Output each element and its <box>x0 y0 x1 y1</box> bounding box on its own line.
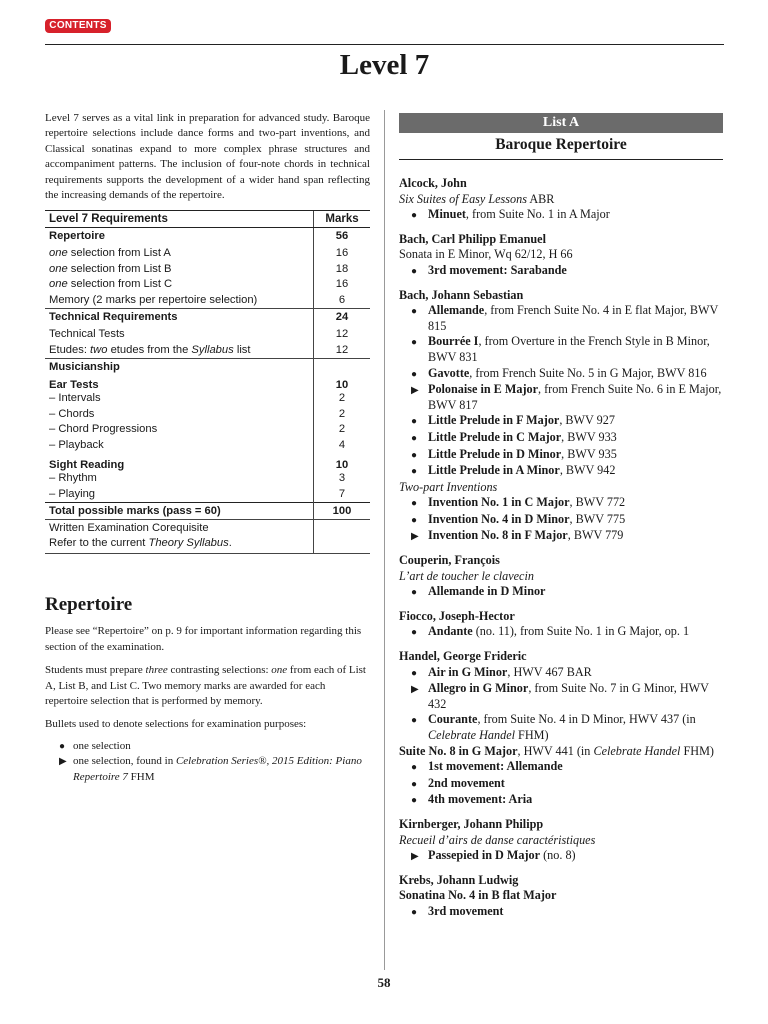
musicianship-label: Musicianship <box>49 361 120 374</box>
list-item <box>411 430 723 447</box>
item-text <box>428 776 505 793</box>
bullet-icon: ● <box>411 416 418 428</box>
sight-row-marks: 7 <box>314 487 371 503</box>
item-detail: (no. 11), from Suite No. 1 in G Major, op. 1 <box>472 624 690 639</box>
item-collection: Celebrate Handel <box>428 728 515 742</box>
bullet-icon: ● <box>411 762 418 774</box>
item-detail: , from French Suite No. 6 in E Major, BWV 817 <box>428 382 722 412</box>
sight-row-marks: 3 <box>314 471 371 487</box>
sight-row: – Playing <box>49 487 96 500</box>
technical-label: Technical Requirements <box>49 311 178 324</box>
item-text <box>428 303 723 334</box>
rep-row-b-marks: 18 <box>314 262 371 278</box>
total-marks: 100 <box>314 503 371 520</box>
rep-row-c-marks: 16 <box>314 277 371 293</box>
repertoire-p3: Bullets used to denote selections for examination purposes: <box>45 718 307 731</box>
item-detail: , from French Suite No. 4 in E flat Major, BWV 815 <box>428 303 719 333</box>
etudes-row: Etudes: two etudes from the Syllabus list <box>45 343 314 359</box>
composer-name: Couperin, François <box>399 553 500 568</box>
item-text <box>428 904 503 921</box>
item-text <box>428 366 707 383</box>
sight-reading-label: Sight Reading <box>49 459 125 472</box>
item-text <box>428 263 567 280</box>
ear-row-marks: 4 <box>314 438 371 454</box>
item-text <box>428 334 723 365</box>
item-title: Allemande <box>428 303 485 318</box>
ear-row-marks: 2 <box>314 407 371 423</box>
triangle-icon: ▶ <box>59 756 67 768</box>
work-bold: Sonatina No. 4 in B flat Major <box>399 888 557 903</box>
list-item <box>411 413 723 430</box>
list-item <box>411 528 723 545</box>
repertoire-p1: Please see “Repertoire” on p. 9 for important information regarding this section of the examination. <box>45 625 362 653</box>
ear-row: – Intervals <box>49 392 101 405</box>
list-item <box>411 792 723 809</box>
top-rule <box>45 44 724 45</box>
bullet-icon: ● <box>411 432 418 444</box>
sight-row: – Rhythm <box>49 472 97 485</box>
item-detail: , from Overture in the French Style in B Minor, BWV 831 <box>428 334 710 364</box>
technical-marks: 24 <box>314 309 371 324</box>
item-text <box>428 584 545 601</box>
rep-row-b: one selection from List B <box>49 262 172 275</box>
bullet-legend <box>59 739 370 785</box>
bullet-icon: ● <box>411 337 418 349</box>
total-label: Total possible marks (pass = 60) <box>45 503 314 520</box>
collection-line <box>399 833 723 849</box>
item-detail: , from Suite No. 4 in D Minor, HWV 437 (in <box>477 712 696 727</box>
item-text <box>428 665 592 682</box>
bullet-icon: ● <box>411 587 418 599</box>
bullet-icon: ● <box>411 715 418 727</box>
item-text <box>428 382 723 413</box>
work-rest: , HWV 441 (in <box>517 743 594 758</box>
bullet-icon: ● <box>411 306 418 318</box>
collection-suffix: ABR <box>526 191 555 206</box>
requirements-table <box>45 210 370 554</box>
bullet-icon: ● <box>411 906 418 918</box>
written-corequisite: Written Examination Corequisite Refer to the current Theory Syllabus. <box>45 520 314 554</box>
repertoire-label: Repertoire <box>49 230 105 243</box>
marks-header: Marks <box>314 211 371 228</box>
item-title: 1st movement: Allemande <box>428 759 563 774</box>
list-item <box>411 263 723 280</box>
composer-name: Handel, George Frideric <box>399 649 527 664</box>
list-item <box>411 848 723 865</box>
ear-tests-marks: 10 <box>314 377 371 391</box>
list-item <box>411 382 723 413</box>
ear-row-marks: 2 <box>314 422 371 438</box>
triangle-icon: ▶ <box>411 684 419 696</box>
item-title: Little Prelude in A Minor <box>428 463 560 478</box>
item-title: 3rd movement: Sarabande <box>428 262 567 277</box>
item-text <box>428 463 615 480</box>
list-item <box>411 334 723 365</box>
ear-tests-label: Ear Tests <box>49 379 99 392</box>
repertoire-heading: Repertoire <box>45 594 133 616</box>
memory-row: Memory (2 marks per repertoire selection) <box>45 293 314 309</box>
item-text <box>428 681 723 712</box>
ear-row: – Chord Progressions <box>49 423 158 436</box>
item-detail: , from French Suite No. 5 in G Major, BWV 816 <box>469 365 707 380</box>
list-a-subtitle: Baroque Repertoire <box>399 133 723 160</box>
collection-line <box>399 192 723 208</box>
bullet-icon: ● <box>411 210 418 222</box>
item-title: Invention No. 4 in D Minor <box>428 511 570 526</box>
item-text <box>428 848 576 865</box>
item-title: Allemande in D Minor <box>428 584 546 599</box>
bullet-icon: ● <box>411 627 418 639</box>
item-title: Passepied in D Major <box>428 848 541 863</box>
work-collection: Celebrate Handel <box>593 743 681 758</box>
composer-name: Kirnberger, Johann Philipp <box>399 816 544 831</box>
item-detail: , BWV 927 <box>559 413 615 428</box>
item-title: Little Prelude in D Minor <box>428 446 562 461</box>
etudes-marks: 12 <box>314 343 371 359</box>
item-text <box>428 792 532 809</box>
memory-row-marks: 6 <box>314 293 371 309</box>
item-title: Allegro in G Minor <box>428 681 529 696</box>
triangle-icon: ▶ <box>411 385 419 397</box>
item-text <box>428 495 625 512</box>
list-item <box>411 712 723 743</box>
item-title: Gavotte <box>428 365 470 380</box>
list-item <box>411 512 723 529</box>
list-item <box>411 584 723 601</box>
technical-tests-row: Technical Tests <box>49 328 125 341</box>
composer-name: Bach, Carl Philipp Emanuel <box>399 231 546 246</box>
list-item <box>411 463 723 480</box>
item-text <box>428 624 689 641</box>
bullet-icon: ● <box>411 514 418 526</box>
rep-row-a-marks: 16 <box>314 246 371 262</box>
work-bold: Suite No. 8 in G Major <box>399 743 518 758</box>
bullet-icon: ● <box>411 498 418 510</box>
item-detail: , from Suite No. 1 in A Major <box>465 207 610 222</box>
repertoire-marks: 56 <box>314 228 371 243</box>
repertoire-entries <box>399 176 723 921</box>
bullet-icon: ● <box>59 740 66 752</box>
item-text <box>428 413 615 430</box>
item-detail: , BWV 942 <box>559 463 616 478</box>
collection-title: Six Suites of Easy Lessons <box>399 191 527 206</box>
work-title <box>399 744 723 760</box>
bullet-icon: ● <box>411 667 418 679</box>
item-text <box>428 528 623 545</box>
item-title: Little Prelude in C Major <box>428 429 562 444</box>
item-title: 4th movement: Aria <box>428 792 533 807</box>
item-text <box>428 512 625 529</box>
item-text <box>428 712 723 743</box>
right-column <box>399 113 723 921</box>
list-item <box>411 303 723 334</box>
item-detail: , HWV 467 BAR <box>507 664 592 679</box>
item-detail: , BWV 935 <box>561 446 617 461</box>
item-text <box>428 447 617 464</box>
collection-title: L’art de toucher le clavecin <box>399 568 534 583</box>
item-title: Bourrée I <box>428 334 479 349</box>
list-item <box>411 366 723 383</box>
bullet-icon: ● <box>411 265 418 277</box>
list-item <box>411 776 723 793</box>
collection-title: Two-part Inventions <box>399 479 498 494</box>
item-detail: , BWV 775 <box>569 511 626 526</box>
work-tail: FHM) <box>680 743 714 758</box>
list-item <box>411 665 723 682</box>
bullet-icon: ● <box>411 778 418 790</box>
rep-row-c: one selection from List C <box>49 278 173 291</box>
triangle-icon: ▶ <box>411 851 419 863</box>
item-title: 3rd movement <box>428 903 504 918</box>
page-title: Level 7 <box>339 49 430 81</box>
composer-name: Fiocco, Joseph-Hector <box>399 608 515 623</box>
composer-name: Bach, Johann Sebastian <box>399 287 524 302</box>
ear-row-marks: 2 <box>314 391 371 407</box>
contents-button[interactable]: CONTENTS <box>45 19 111 33</box>
item-title: Courante <box>428 712 478 727</box>
item-detail: , from Suite No. 7 in G Minor, HWV 432 <box>428 681 709 711</box>
bullet-icon: ● <box>411 449 418 461</box>
work-title <box>399 888 723 904</box>
repertoire-p2: Students must prepare three contrasting selections: one from each of List A, List B, and List C. Two memory marks are awarded for each repertoire selection that is performed by memory. <box>45 664 366 708</box>
item-title: 2nd movement <box>428 775 505 790</box>
item-detail: (no. 8) <box>540 848 576 863</box>
composer-name: Krebs, Johann Ludwig <box>399 872 519 887</box>
list-item <box>411 447 723 464</box>
collection-title: Recueil d’airs de danse caractéristiques <box>399 832 596 847</box>
item-tail: FHM) <box>515 728 549 742</box>
work-title: Sonata in E Minor, Wq 62/12, H 66 <box>399 247 573 262</box>
list-a-bar: List A <box>399 113 723 133</box>
list-item <box>411 759 723 776</box>
sight-reading-marks: 10 <box>314 457 371 471</box>
list-item <box>411 624 723 641</box>
bullet-legend-1: one selection <box>73 739 131 752</box>
list-item <box>411 681 723 712</box>
item-text <box>428 430 617 447</box>
item-detail: , BWV 779 <box>567 528 624 543</box>
requirements-header: Level 7 Requirements <box>45 211 314 228</box>
rep-row-a: one selection from List A <box>49 247 171 260</box>
bullet-icon: ● <box>411 466 418 478</box>
item-title: Air in G Minor <box>428 664 508 679</box>
item-title: Minuet <box>428 207 466 222</box>
column-divider <box>384 110 385 970</box>
item-title: Little Prelude in F Major <box>428 413 560 428</box>
list-item <box>411 495 723 512</box>
ear-row: – Chords <box>49 407 95 420</box>
intro-paragraph: Level 7 serves as a vital link in preparation for advanced study. Baroque repertoire selections include dance forms and two-part inventions, and Classical sonatinas expand to more complex phrase structures and accompaniment patterns. The inclusion of four-note chords in technical requirements supports the development of a wider hand span reflecting the increasing demands of the repertoire. <box>45 112 370 202</box>
page-number: 58 <box>377 975 391 990</box>
triangle-icon: ▶ <box>411 531 419 543</box>
item-text <box>428 207 610 224</box>
item-detail: , BWV 933 <box>561 429 617 444</box>
bullet-legend-2: one selection, found in Celebration Series®, 2015 Edition: Piano Repertoire 7 FHM <box>73 755 362 783</box>
composer-name: Alcock, John <box>399 176 467 190</box>
list-item <box>411 207 723 224</box>
item-detail: , BWV 772 <box>569 495 626 510</box>
item-title: Invention No. 8 in F Major <box>428 528 568 543</box>
item-title: Invention No. 1 in C Major <box>428 495 570 510</box>
item-text <box>428 759 563 776</box>
bullet-icon: ● <box>411 368 418 380</box>
list-item <box>411 904 723 921</box>
technical-tests-marks: 12 <box>314 327 371 343</box>
ear-row: – Playback <box>49 438 104 451</box>
collection-line <box>399 569 723 585</box>
left-column <box>45 111 370 785</box>
item-title: Andante <box>428 624 473 639</box>
bullet-icon: ● <box>411 795 418 807</box>
item-title: Polonaise in E Major <box>428 382 539 397</box>
